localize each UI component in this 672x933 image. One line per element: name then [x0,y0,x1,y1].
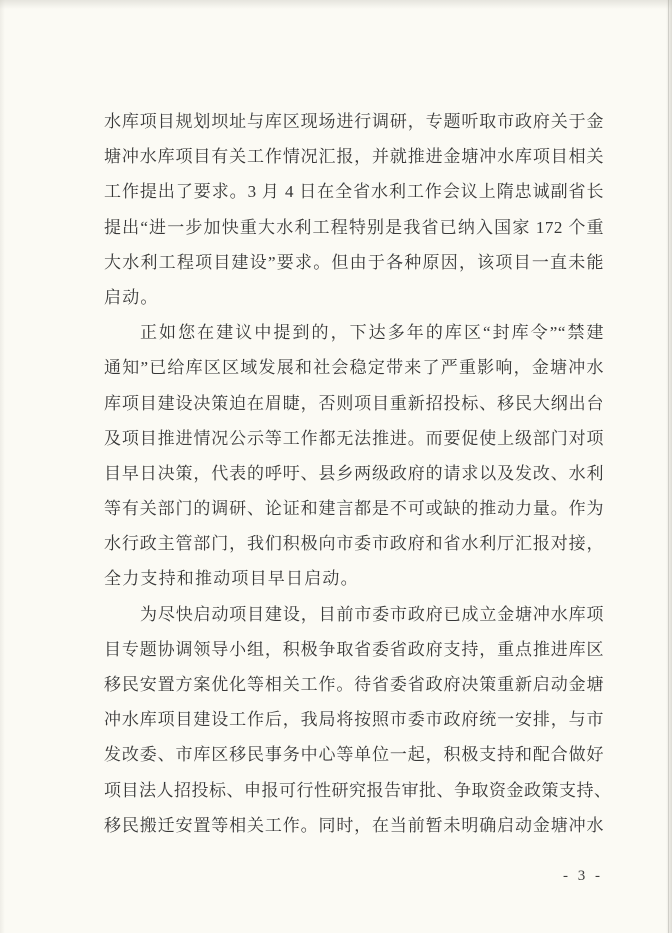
text-line: 项目法人招投标、申报可行性研究报告审批、争取资金政策支持、 [104,780,612,800]
text-line: 全力支持和推动项目早日启动。 [104,569,359,589]
text-line: 发改委、市库区移民事务中心等单位一起，积极支持和配合做好 [104,745,604,765]
text-line: 目专题协调领导小组，积极争取省委省政府支持，重点推进库区 [104,639,604,659]
text-line: 提出“进一步加快重大水利工程特别是我省已纳入国家 172 个重 [104,217,604,237]
page-number: - 3 - [563,868,603,884]
text-line: 冲水库项目建设工作后，我局将按照市委市政府统一安排，与市 [104,710,604,730]
text-line: 大水利工程项目建设”要求。但由于各种原因，该项目一直未能 [104,252,604,272]
text-block [104,104,612,843]
text-line: 及项目推进情况公示等工作都无法推进。而要促使上级部门对项 [104,428,604,448]
text-line: 通知”已给库区区域发展和社会稳定带来了严重影响，金塘冲水 [104,358,604,378]
text-line: 目早日决策，代表的呼吁、县乡两级政府的请求以及发改、水利 [104,463,604,483]
text-line: 水行政主管部门，我们积极向市委市政府和省水利厅汇报对接， [104,534,604,554]
text-line: 库项目建设决策迫在眉睫，否则项目重新招投标、移民大纲出台 [104,393,604,413]
text-line: 为尽快启动项目建设，目前市委市政府已成立金塘冲水库项 [140,604,604,624]
text-line: 移民搬迁安置等相关工作。同时，在当前暂未明确启动金塘冲水 [104,815,604,835]
text-line: 工作提出了要求。3 月 4 日在全省水利工作会议上隋忠诚副省长 [104,182,604,202]
text-line: 正如您在建议中提到的，下达多年的库区“封库令”“禁建 [140,323,604,343]
text-line: 启动。 [104,287,159,307]
text-line: 水库项目规划坝址与库区现场进行调研，专题听取市政府关于金 [104,112,604,131]
text-line: 移民安置方案优化等相关工作。待省委省政府决策重新启动金塘 [104,675,604,694]
text-line: 塘冲水库项目有关工作情况汇报，并就推进金塘冲水库项目相关 [104,147,604,167]
text-line: 等有关部门的调研、论证和建言都是不可或缺的推动力量。作为 [104,499,604,519]
